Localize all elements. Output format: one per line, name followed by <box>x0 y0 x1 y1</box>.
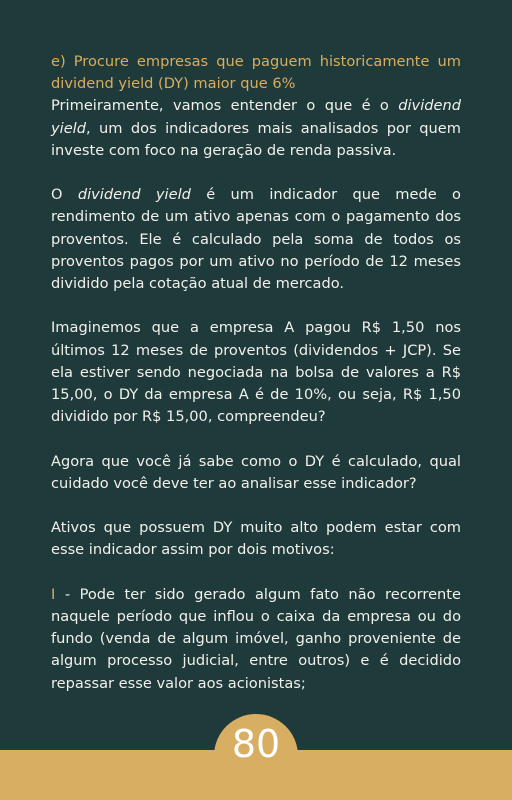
paragraph-definition-text-b: é um indicador que mede o rendimento de um ativo apenas com o pagamento dos proventos. Ele é calculado pela soma de todos os proventos pagos por um ativo no período de 12 meses dividido pela cotação atual de mercado. <box>51 186 461 293</box>
paragraph-intro-text-a: Primeiramente, vamos entender o que é o <box>51 97 399 115</box>
page-content <box>51 51 461 695</box>
paragraph-question: Agora que você já sabe como o DY é calculado, qual cuidado você deve ter ao analisar esse indicador? <box>51 452 461 492</box>
reason-one-text: - Pode ter sido gerado algum fato não recorrente naquele período que inflou o caixa da empresa ou do fundo (venda de algum imóvel, ganho proveniente de algum processo judicial, entre outros) e é decidido repassar esse valor aos acionistas; <box>51 585 461 692</box>
paragraph-intro <box>51 95 461 162</box>
paragraph-reasons: Ativos que possuem DY muito alto podem estar com esse indicador assim por dois motivos: <box>51 519 461 559</box>
paragraph-intro-text-b: , um dos indicadores mais analisados por quem investe com foco na geração de renda passiva. <box>51 119 461 159</box>
term-dividend-yield: dividend yield <box>51 97 461 137</box>
paragraph-definition <box>51 184 461 295</box>
term-dividend-yield-2: dividend yield <box>77 186 191 204</box>
paragraph-definition-text-a: O <box>51 186 78 204</box>
section-heading: e) Procure empresas que paguem historicamente um dividend yield (DY) maior que 6% <box>51 53 461 93</box>
paragraph-reason-one <box>51 584 461 695</box>
roman-numeral-marker: I <box>51 585 56 603</box>
paragraph-example: Imaginemos que a empresa A pagou R$ 1,50 nos últimos 12 meses de proventos (dividendos + JCP). Se ela estiver sendo negociada na bolsa de valores a R$ 15,00, o DY da empresa A é de 10%, ou seja, R$ 1,50 dividido por R$ 15,00, compreendeu? <box>51 319 461 426</box>
page-number: 80 <box>231 722 281 766</box>
